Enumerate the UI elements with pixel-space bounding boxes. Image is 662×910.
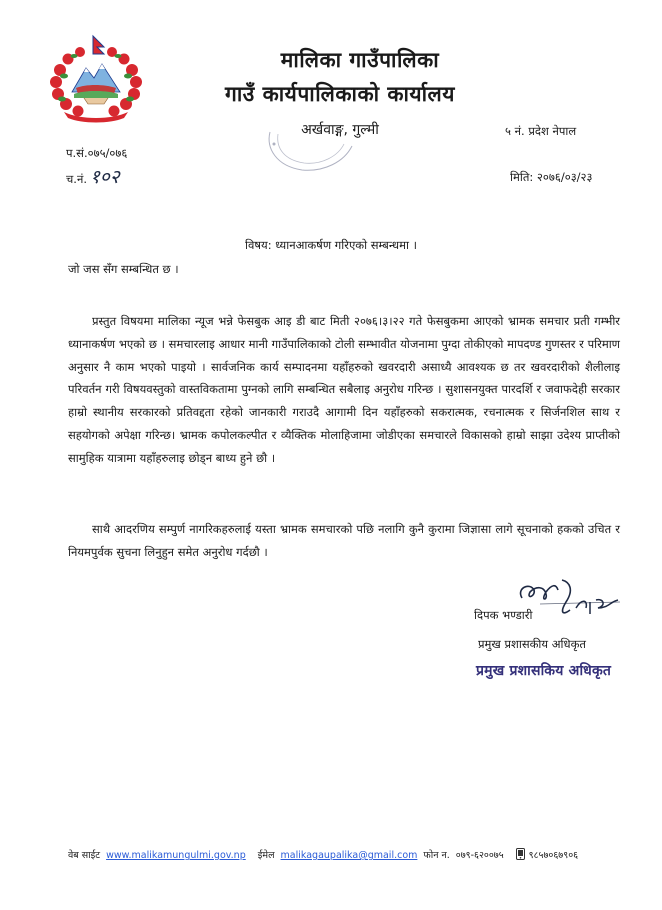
email-link[interactable]: malikagaupalika@gmail.com xyxy=(280,850,418,861)
letter-subject: विषय: ध्यानआकर्षण गरिएको सम्बन्धमा । xyxy=(245,238,417,252)
phone-number: ०७९-६२००७५ xyxy=(455,850,504,861)
mobile-phone-icon xyxy=(516,848,525,860)
office-stamp xyxy=(262,126,358,176)
office-address: अर्खवाङ्ग, गुल्मी xyxy=(301,122,379,138)
body-paragraph-1: प्रस्तुत विषयमा मालिका न्यूज भन्ने फेसबुक आइ डी बाट मिती २०७६।३।२२ गते फेसबुकमा आएको भ्रामक समचार प्रती गम्भीर ध्यानाकर्षण भएको छ । समचारलाइ आधार मानी गाउँपालिकाको टोली सम्भावीत योजनामा पुग्दा तोकीएको मापदण्ड गुणस्तर र परिमाण अनुसार नै काम भएको पाइयो । सार्वजनिक कार्य सम्पादनमा यहाँहरुको खवरदारी असाध्यै आवश्यक छ तर खवरदारीको शैलीलाइ परिवर्तन गरी विषयवस्तुको वास्तविकतामा पुग्नको लागि सम्बन्धित सबैलाइ अनुरोध गरिन्छ । सुशासनयुक्त पारदर्शि र जवाफदेही सरकार हाम्रो स्थानीय सरकारको प्रतिवद्दता रहेको जानकारी गराउदै आगामी दिन यहाँहरुको सकरात्मक, रचनात्मक र सिर्जनशिल साथ र सहयोगको अपेक्षा गरिन्छ। भ्रामक कपोलकल्पीत र व्यैक्तिक मोलाहिजामा जोडीएका समचारले विकासको हाम्रो साझा उदेश्य प्राप्तीको सामुहिक यात्रामा यहाँहरुलाइ छोड्न बाध्य हुने छौ । xyxy=(68,314,620,465)
designation-seal xyxy=(470,657,630,687)
letter-date: मिति: २०७६/०३/२३ xyxy=(510,170,593,184)
dispatch-number-row xyxy=(66,163,120,189)
email-label: ईमेल xyxy=(257,850,275,861)
website-label: वेब साईट xyxy=(68,850,101,861)
office-title-line1: मालिका गाउँपालिका xyxy=(280,48,440,72)
office-title-line2: गाउँ कार्यपालिकाको कार्यालय xyxy=(225,82,455,106)
signatory-designation: प्रमुख प्रशासकीय अधिकृत xyxy=(478,637,586,651)
mobile-number: ९८५७०६७९०६ xyxy=(528,850,579,861)
nepal-emblem xyxy=(44,32,148,124)
signatory-name: दिपक भण्डारी xyxy=(474,608,533,622)
letter-salutation: जो जस सँग सम्बन्धित छ । xyxy=(68,262,179,276)
phone-label: फोन न. xyxy=(423,850,450,861)
website-link[interactable]: www.malikamungulmi.gov.np xyxy=(106,850,246,861)
dispatch-number-handwritten: १०२ xyxy=(90,166,120,188)
dispatch-label: च.नं. xyxy=(66,172,87,186)
body-paragraph-2: साथै आदरणिय सम्पुर्ण नागरिकहरुलाई यस्ता भ्रामक समचारको पछि नलागि कुनै कुरामा जिज्ञासा लागे सूचनाको हकको उचित र नियमपुर्वक सुचना लिनुहुन समेत अनुरोध गर्दछौ । xyxy=(68,522,620,559)
province-label: ५ नं. प्रदेश नेपाल xyxy=(505,124,577,138)
reference-number: प.सं.०७५/०७६ xyxy=(66,146,128,160)
seal-text: प्रमुख प्रशासकिय अधिकृत xyxy=(476,663,612,679)
footer-contact xyxy=(68,848,578,861)
